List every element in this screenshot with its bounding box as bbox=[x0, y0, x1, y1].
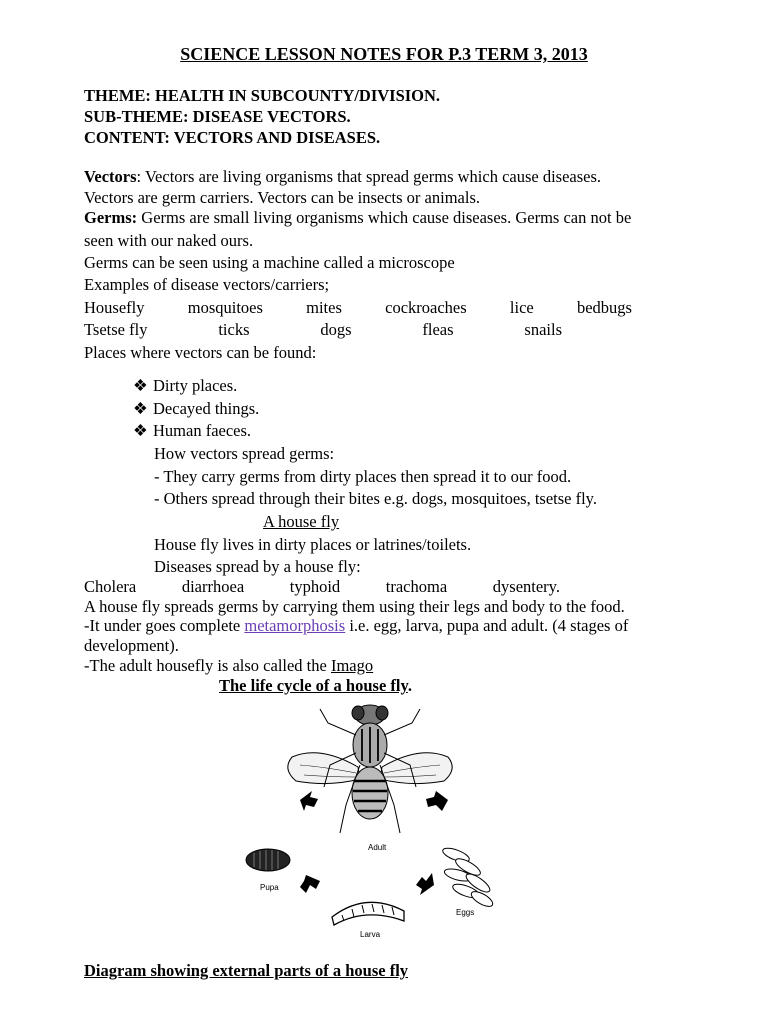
vector-item: bedbugs bbox=[576, 298, 632, 317]
pupa-label: Pupa bbox=[260, 883, 279, 892]
disease-item: diarrhoea bbox=[181, 577, 245, 596]
imago-word: Imago bbox=[330, 656, 374, 675]
germs-text: Germs are small living organisms which cause diseases. Germs can not be bbox=[137, 208, 632, 227]
vector-item: mites bbox=[306, 298, 342, 317]
vectors-text-2: Vectors are germ carriers. Vectors can be insects or animals. bbox=[84, 188, 480, 207]
diamond-bullet-icon: ❖ bbox=[133, 399, 148, 418]
examples-row-2 bbox=[84, 320, 562, 340]
pupa-figure bbox=[246, 849, 290, 871]
place-text: Human faeces. bbox=[153, 421, 252, 440]
vectors-definition bbox=[84, 167, 601, 187]
lifecycle-title-period: . bbox=[407, 676, 412, 695]
germs-label: Germs: bbox=[84, 208, 138, 227]
larva-label: Larva bbox=[360, 930, 381, 939]
vectors-label: Vectors bbox=[84, 167, 137, 186]
housefly-lives: House fly lives in dirty places or latrines/toilets. bbox=[154, 535, 472, 554]
adult-label: Adult bbox=[368, 843, 387, 852]
arrow-larva-to-pupa-icon bbox=[300, 875, 320, 893]
metamorphosis-post: i.e. egg, larva, pupa and adult. (4 stages of bbox=[345, 616, 629, 635]
vector-item: lice bbox=[509, 298, 534, 317]
vector-item: fleas bbox=[422, 320, 454, 339]
germs-text-2: seen with our naked ours. bbox=[84, 231, 254, 250]
spread-heading: How vectors spread germs: bbox=[154, 444, 335, 463]
page-title: SCIENCE LESSON NOTES FOR P.3 TERM 3, 2013 bbox=[180, 44, 588, 64]
lifecycle-title bbox=[219, 676, 412, 696]
metamorphosis-post-2: development). bbox=[84, 636, 179, 655]
eggs-figure bbox=[441, 846, 495, 910]
places-heading: Places where vectors can be found: bbox=[84, 343, 317, 362]
arrow-pupa-to-adult-icon bbox=[300, 791, 318, 811]
spread-point-1: - They carry germs from dirty places then spread it to our food. bbox=[154, 467, 572, 486]
housefly-heading: A house fly bbox=[263, 512, 340, 531]
theme-line: THEME: HEALTH IN SUBCOUNTY/DIVISION. bbox=[84, 86, 441, 105]
metamorphosis-pre: -It under goes complete bbox=[84, 616, 245, 635]
imago-line bbox=[84, 656, 373, 676]
housefly-life-cycle-diagram bbox=[220, 695, 520, 945]
metamorphosis-line bbox=[84, 616, 628, 636]
external-parts-heading: Diagram showing external parts of a house fly bbox=[84, 961, 409, 980]
examples-heading: Examples of disease vectors/carriers; bbox=[84, 275, 330, 294]
diseases-heading: Diseases spread by a house fly: bbox=[154, 557, 361, 576]
diamond-bullet-icon: ❖ bbox=[133, 421, 148, 440]
sub-theme-line: SUB-THEME: DISEASE VECTORS. bbox=[84, 107, 351, 126]
disease-item: trachoma bbox=[385, 577, 448, 596]
germs-text-3: Germs can be seen using a machine called a microscope bbox=[84, 253, 455, 272]
metamorphosis-link[interactable]: metamorphosis bbox=[244, 616, 346, 635]
vector-item: mosquitoes bbox=[187, 298, 263, 317]
lifecycle-title-text: The life cycle of a house fly bbox=[219, 676, 408, 695]
place-list-item bbox=[133, 421, 251, 441]
disease-item: typhoid bbox=[289, 577, 341, 596]
eggs-label: Eggs bbox=[456, 908, 475, 917]
diseases-row bbox=[84, 577, 560, 597]
vector-item: dogs bbox=[320, 320, 352, 339]
content-line: CONTENT: VECTORS AND DISEASES. bbox=[84, 128, 381, 147]
place-list-item bbox=[133, 399, 259, 419]
germs-definition bbox=[84, 208, 631, 228]
disease-item: Cholera bbox=[84, 577, 137, 596]
larva-figure bbox=[332, 902, 404, 925]
place-text: Decayed things. bbox=[153, 399, 260, 418]
arrow-adult-to-eggs-icon bbox=[426, 791, 448, 811]
adult-fly-figure bbox=[288, 705, 452, 833]
examples-row-1 bbox=[84, 298, 632, 318]
vectors-text: : Vectors are living organisms that spread germs which cause diseases. bbox=[136, 167, 602, 186]
vector-item: cockroaches bbox=[385, 298, 467, 317]
place-text: Dirty places. bbox=[153, 376, 238, 395]
vector-item: snails bbox=[524, 320, 562, 339]
vector-item: Housefly bbox=[84, 298, 145, 317]
place-list-item bbox=[133, 376, 237, 396]
diamond-bullet-icon: ❖ bbox=[133, 376, 148, 395]
vector-item: ticks bbox=[218, 320, 250, 339]
disease-item: dysentery. bbox=[492, 577, 560, 596]
arrow-eggs-to-larva-icon bbox=[416, 873, 434, 895]
spread-point-2: - Others spread through their bites e.g. dogs, mosquitoes, tsetse fly. bbox=[154, 489, 597, 508]
imago-pre: -The adult housefly is also called the bbox=[84, 656, 331, 675]
vector-item: Tsetse fly bbox=[84, 320, 148, 339]
spreads-text: A house fly spreads germs by carrying them using their legs and body to the food. bbox=[84, 597, 625, 616]
